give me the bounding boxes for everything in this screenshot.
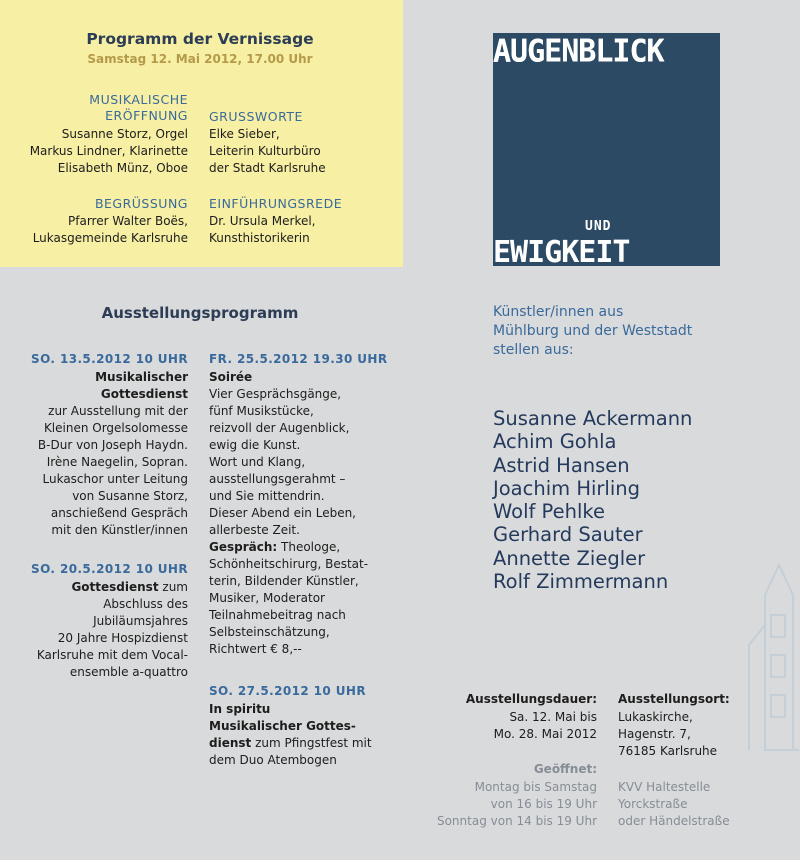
event-date-so13: SO. 13.5.2012 10 UHR xyxy=(31,352,188,366)
artist-name: Gerhard Sauter xyxy=(493,523,643,547)
ausstellungsdauer-heading: Ausstellungsdauer: xyxy=(465,692,597,706)
artist-name: Susanne Ackermann xyxy=(493,407,693,430)
geoeffnet-heading: Geöffnet: xyxy=(533,762,597,776)
einfuehrung-lines: Dr. Ursula Merkel, Kunsthistorikerin xyxy=(209,214,316,245)
ausstellungsort-lines: Lukaskirche, Hagenstr. 7, 76185 Karlsruhe xyxy=(618,710,718,758)
artist-name: Joachim Hirling xyxy=(493,476,640,500)
ausstellungsprogramm-title: Ausstellungsprogramm xyxy=(101,304,299,322)
artist-name: Achim Gohla xyxy=(493,430,617,454)
church-outline-decoration xyxy=(745,555,800,755)
event-date-so20: SO. 20.5.2012 10 UHR xyxy=(31,562,188,576)
vernissage-title: Programm der Vernissage xyxy=(86,30,314,48)
event-date-so27: SO. 27.5.2012 10 UHR xyxy=(209,684,366,698)
begruessung-heading: BEGRÜSSUNG xyxy=(94,196,188,211)
event-so20: Gottesdienst zum Abschluss des Jubiläumsjahres 20 Jahre Hospizdienst Karlsruhe mit dem Vocal- ensemble a-quattro xyxy=(36,580,188,679)
vernissage-date: Samstag 12. Mai 2012, 17.00 Uhr xyxy=(87,52,313,66)
einfuehrung-heading: EINFÜHRUNGSREDE xyxy=(209,196,343,211)
logo-title-ewigkeit: EWIGKEIT xyxy=(493,235,630,270)
begruessung-lines: Pfarrer Walter Boës, Lukasgemeinde Karlsruhe xyxy=(32,214,188,245)
event-so13: Musikalischer Gottesdienst zur Ausstellung mit der Kleinen Orgelsolomesse B-Dur von Joseph Haydn. Irène Naegelin, Sopran. Lukaschor unter Leitung von Susanne Storz, anschießend Gespräch mit den Künstler/innen xyxy=(37,370,188,537)
kvv-lines: KVV Haltestelle Yorckstraße oder Händelstraße xyxy=(618,780,730,828)
grussworte-heading: GRUSSWORTE xyxy=(209,109,303,124)
musik-lines: Susanne Storz, Orgel Markus Lindner, Klarinette Elisabeth Münz, Oboe xyxy=(29,127,188,175)
ausstellungsort-heading: Ausstellungsort: xyxy=(618,692,730,706)
artist-name: Wolf Pehlke xyxy=(493,500,605,524)
ausstellungsdauer-lines: Sa. 12. Mai bis Mo. 28. Mai 2012 xyxy=(493,710,597,741)
artists-intro: Künstler/innen aus Mühlburg und der Weststadt stellen aus: xyxy=(493,304,693,358)
artist-list xyxy=(493,407,692,593)
geoeffnet-lines: Montag bis Samstag von 16 bis 19 Uhr Sonntag von 14 bis 19 Uhr xyxy=(436,780,597,828)
musik-heading: MUSIKALISCHE ERÖFFNUNG xyxy=(89,92,188,123)
event-fr25: Soirée Vier Gesprächsgänge, fünf Musikstücke, reizvoll der Augenblick, ewig die Kunst. Wort und Klang, ausstellungsgerahmt – und Sie mittendrin. Dieser Abend ein Leben, allerbeste Zeit. Gespräch: Theologe, Schönheitschirurg, Bestat- terin, Bildender Künstler, Musiker, Moderator Teilnahmebeitrag nach Selbsteinschätzung, Richtwert € 8,-- xyxy=(209,370,369,656)
grussworte-lines: Elke Sieber, Leiterin Kulturbüro der Stadt Karlsruhe xyxy=(209,127,326,175)
artist-name: Astrid Hansen xyxy=(493,453,630,477)
logo-und: UND xyxy=(585,219,612,234)
logo-title-augenblick: AUGENBLICK xyxy=(493,33,664,70)
artist-name: Annette Ziegler xyxy=(493,546,646,570)
event-date-fr25: FR. 25.5.2012 19.30 UHR xyxy=(209,352,388,366)
artist-name: Rolf Zimmermann xyxy=(493,570,669,594)
event-so27: In spiritu Musikalischer Gottes- dienst zum Pfingstfest mit dem Duo Atembogen xyxy=(209,702,372,767)
